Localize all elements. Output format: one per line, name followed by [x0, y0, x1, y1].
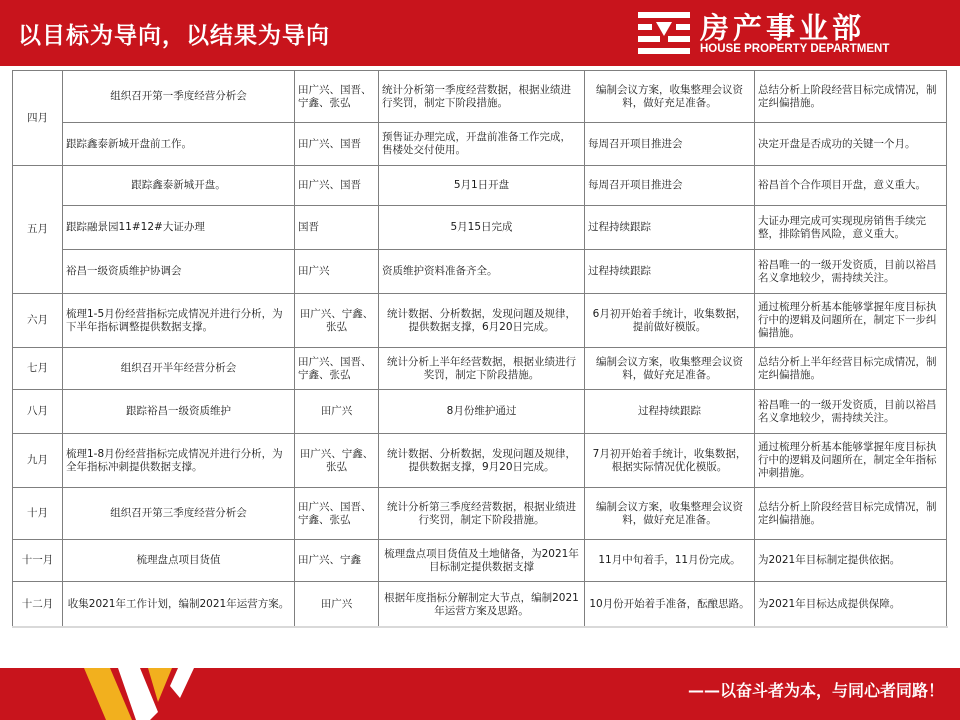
goal-cell: 裕昌唯一的一级开发资质，目前以裕昌名义拿地较少，需持续关注。	[755, 250, 947, 294]
goal-cell: 总结分析上阶段经营目标完成情况，制定纠偏措施。	[755, 71, 947, 123]
table-row	[13, 488, 947, 540]
month-cell: 八月	[13, 390, 63, 434]
owner-cell: 田广兴、国晋、宁鑫、张弘	[295, 488, 379, 540]
month-cell: 六月	[13, 294, 63, 348]
table-row	[13, 540, 947, 582]
goal-cell: 决定开盘是否成功的关键一个月。	[755, 123, 947, 166]
content-cell: 5月1日开盘	[379, 166, 585, 206]
method-cell: 过程持续跟踪	[585, 206, 755, 250]
task-cell: 跟踪裕昌一级资质维护	[63, 390, 295, 434]
task-cell: 跟踪鑫泰新城开盘前工作。	[63, 123, 295, 166]
content-cell: 梳理盘点项目货值及土地储备，为2021年目标制定提供数据支撑	[379, 540, 585, 582]
method-cell: 编制会议方案，收集整理会议资料，做好充足准备。	[585, 488, 755, 540]
month-cell: 七月	[13, 348, 63, 390]
owner-cell: 田广兴	[295, 390, 379, 434]
goal-cell: 裕昌首个合作项目开盘，意义重大。	[755, 166, 947, 206]
table-row	[13, 294, 947, 348]
task-cell: 梳理盘点项目货值	[63, 540, 295, 582]
goal-cell: 为2021年目标制定提供依据。	[755, 540, 947, 582]
work-plan-table	[12, 70, 947, 628]
task-cell: 裕昌一级资质维护协调会	[63, 250, 295, 294]
goal-cell: 总结分析上阶段经营目标完成情况，制定纠偏措施。	[755, 488, 947, 540]
department-name-cn: 房产事业部	[700, 11, 866, 45]
owner-cell: 田广兴、宁鑫、张弘	[295, 434, 379, 488]
owner-cell: 田广兴、国晋	[295, 123, 379, 166]
footer-banner	[0, 668, 960, 720]
goal-cell: 裕昌唯一的一级开发资质，目前以裕昌名义拿地较少，需持续关注。	[755, 390, 947, 434]
goal-cell: 总结分析上半年经营目标完成情况，制定纠偏措施。	[755, 348, 947, 390]
method-cell: 6月初开始着手统计，收集数据，提前做好模版。	[585, 294, 755, 348]
task-cell: 梳理1-5月份经营指标完成情况并进行分析，为下半年指标调整提供数据支撑。	[63, 294, 295, 348]
footer-chevron-icon	[84, 668, 194, 720]
method-cell: 编制会议方案，收集整理会议资料，做好充足准备。	[585, 71, 755, 123]
owner-cell: 田广兴、国晋、宁鑫、张弘	[295, 348, 379, 390]
footer-slogan: ——以奋斗者为本，与同心者同路！	[687, 681, 944, 700]
month-cell: 九月	[13, 434, 63, 488]
month-cell: 十月	[13, 488, 63, 540]
method-cell: 10月份开始着手准备，酝酿思路。	[585, 582, 755, 628]
task-cell: 组织召开半年经营分析会	[63, 348, 295, 390]
content-cell: 统计分析上半年经营数据，根据业绩进行奖罚，制定下阶段措施。	[379, 348, 585, 390]
table-row	[13, 348, 947, 390]
task-cell: 组织召开第三季度经营分析会	[63, 488, 295, 540]
content-cell: 8月份维护通过	[379, 390, 585, 434]
content-cell: 统计数据、分析数据，发现问题及规律，提供数据支撑，6月20日完成。	[379, 294, 585, 348]
table-row	[13, 582, 947, 628]
table-row	[13, 71, 947, 123]
company-logo-icon	[636, 10, 692, 56]
goal-cell: 大证办理完成可实现现房销售手续完整，排除销售风险，意义重大。	[755, 206, 947, 250]
method-cell: 过程持续跟踪	[585, 250, 755, 294]
method-cell: 11月中旬着手，11月份完成。	[585, 540, 755, 582]
task-cell: 跟踪鑫泰新城开盘。	[63, 166, 295, 206]
department-name-en: HOUSE PROPERTY DEPARTMENT	[700, 43, 890, 55]
content-cell: 统计分析第三季度经营数据，根据业绩进行奖罚，制定下阶段措施。	[379, 488, 585, 540]
goal-cell: 通过梳理分析基本能够掌握年度目标执行中的逻辑及问题所在，制定全年指标冲刺措施。	[755, 434, 947, 488]
method-cell: 编制会议方案，收集整理会议资料，做好充足准备。	[585, 348, 755, 390]
owner-cell: 田广兴、宁鑫	[295, 540, 379, 582]
table-row	[13, 390, 947, 434]
table-bottom-divider	[12, 626, 948, 628]
content-cell: 统计数据、分析数据，发现问题及规律，提供数据支撑，9月20日完成。	[379, 434, 585, 488]
owner-cell: 国晋	[295, 206, 379, 250]
owner-cell: 田广兴、国晋	[295, 166, 379, 206]
task-cell: 组织召开第一季度经营分析会	[63, 71, 295, 123]
method-cell: 7月初开始着手统计，收集数据，根据实际情况优化模版。	[585, 434, 755, 488]
method-cell: 每周召开项目推进会	[585, 123, 755, 166]
content-cell: 根据年度指标分解制定大节点，编制2021年运营方案及思路。	[379, 582, 585, 628]
month-cell: 十二月	[13, 582, 63, 628]
task-cell: 梳理1-8月份经营指标完成情况并进行分析，为全年指标冲刺提供数据支撑。	[63, 434, 295, 488]
table-row	[13, 123, 947, 166]
content-cell: 5月15日完成	[379, 206, 585, 250]
content-cell: 统计分析第一季度经营数据，根据业绩进行奖罚，制定下阶段措施。	[379, 71, 585, 123]
task-cell: 跟踪融景园11#12#大证办理	[63, 206, 295, 250]
owner-cell: 田广兴	[295, 250, 379, 294]
month-cell: 十一月	[13, 540, 63, 582]
page-title: 以目标为导向，以结果为导向	[18, 23, 330, 49]
method-cell: 每周召开项目推进会	[585, 166, 755, 206]
goal-cell: 通过梳理分析基本能够掌握年度目标执行中的逻辑及问题所在，制定下一步纠偏措施。	[755, 294, 947, 348]
goal-cell: 为2021年目标达成提供保障。	[755, 582, 947, 628]
owner-cell: 田广兴、宁鑫、张弘	[295, 294, 379, 348]
method-cell: 过程持续跟踪	[585, 390, 755, 434]
content-cell: 资质维护资料准备齐全。	[379, 250, 585, 294]
month-cell: 五月	[13, 166, 63, 294]
task-cell: 收集2021年工作计划，编制2021年运营方案。	[63, 582, 295, 628]
month-cell: 四月	[13, 71, 63, 166]
owner-cell: 田广兴	[295, 582, 379, 628]
table-row	[13, 434, 947, 488]
table-row	[13, 250, 947, 294]
table-row	[13, 166, 947, 206]
table-row	[13, 206, 947, 250]
owner-cell: 田广兴、国晋、宁鑫、张弘	[295, 71, 379, 123]
work-plan-table-container	[12, 70, 948, 628]
content-cell: 预售证办理完成，开盘前准备工作完成，售楼处交付使用。	[379, 123, 585, 166]
header-banner	[0, 0, 960, 66]
